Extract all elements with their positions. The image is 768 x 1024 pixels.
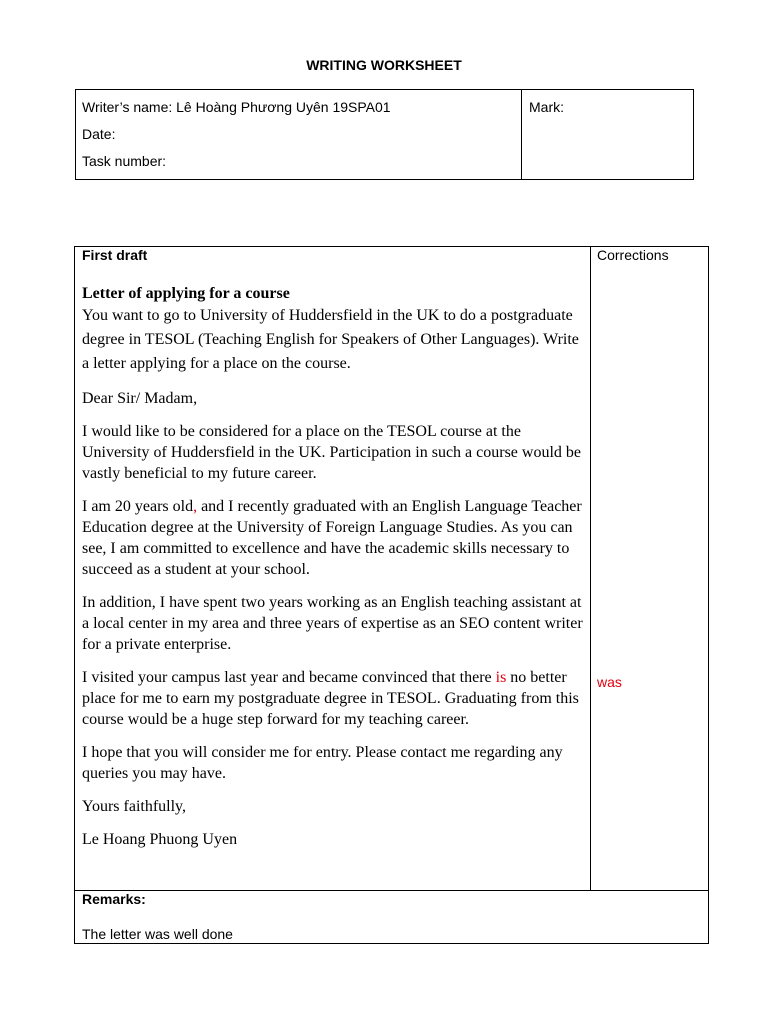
paragraph-3: In addition, I have spent two years working as an English teaching assistant at a local center in my area and three years of expertise as an SEO content writer for a private enterprise. [82,594,583,653]
first-draft-header: First draft [82,247,148,263]
remarks-label: Remarks: [82,891,146,907]
info-table [75,89,694,180]
correction-was: was [597,674,622,690]
worksheet-title: WRITING WORKSHEET [306,57,462,73]
signature: Le Hoang Phuong Uyen [82,831,238,848]
letter-body [82,283,587,862]
salutation: Dear Sir/ Madam, [82,390,198,407]
task-prompt: You want to go to University of Huddersfield in the UK to do a postgraduate degree in TESOL (Teaching English for Speakers of Other Languages). Write a letter applying for a place on the course. [82,307,579,372]
writer-name: Writer’s name: Lê Hoàng Phương Uyên 19SPA01 [82,99,391,115]
paragraph-2-part-a: I am 20 years old [82,498,194,515]
closing: Yours faithfully, [82,798,187,815]
error-highlight-is: is [495,669,507,686]
paragraph-2-part-b: and I recently graduated with an English Language Teacher Education degree at the University of Foreign Language Studies. As you can see, I am committed to excellence and have the academic skills necessary to succeed as a student at your school. [82,498,582,578]
corrections-header: Corrections [597,247,669,263]
first-draft-cell [75,247,591,890]
paragraph-4-part-b: no better place for me to earn my postgraduate degree in TESOL. Graduating from this course would be a huge step forward for my teaching career. [82,669,579,728]
paragraph-1: I would like to be considered for a place on the TESOL course at the University of Huddersfield in the UK. Participation in such a course would be vastly beneficial to my future career. [82,423,581,482]
draft-table [74,246,709,944]
paragraph-4 [82,667,587,730]
remarks-cell [75,890,708,943]
error-highlight-comma: , [193,498,198,515]
corrections-cell [591,247,708,890]
task-title: Letter of applying for a course [82,285,290,302]
paragraph-4-part-a: I visited your campus last year and became convinced that there [82,669,496,686]
task-number-field: Task number: [82,153,167,169]
paragraph-2 [82,496,587,580]
paragraph-5: I hope that you will consider me for entry. Please contact me regarding any queries you may have. [82,744,563,782]
remarks-text: The letter was well done [82,926,233,942]
mark-cell [522,90,693,179]
info-left-cell [76,90,522,179]
date-field: Date: [82,126,116,142]
mark-field: Mark: [529,99,564,115]
